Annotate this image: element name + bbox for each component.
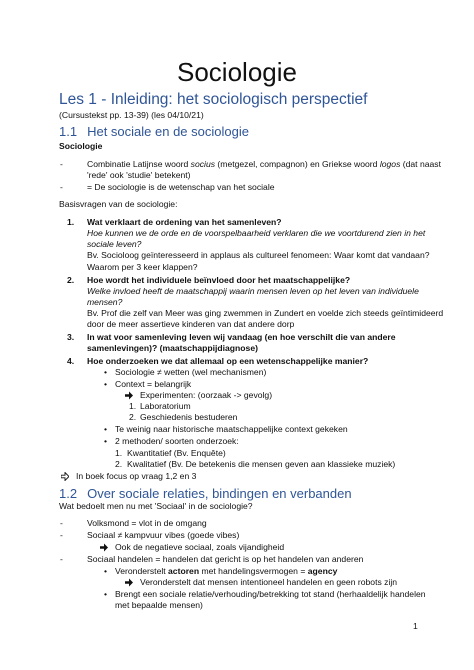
- basic-questions-intro: Basisvragen van de sociologie:: [59, 199, 178, 209]
- question-4-point: Context = belangrijk: [115, 379, 192, 389]
- round-bullet: •: [104, 589, 108, 599]
- question-3: In wat voor samenleving leven wij vandaag (en hoe verschilt die van andere: [87, 332, 396, 342]
- page-number: 1: [413, 621, 418, 631]
- list-number: 1.: [67, 217, 75, 227]
- arrow-bullet-icon: [125, 391, 133, 400]
- dash-bullet: -: [60, 530, 63, 540]
- question-2-example: Bv. Prof die zelf van Meer was ging zwemmen in Zundert en voelde zich steeds geïntimideerd: [87, 308, 444, 318]
- focus-note: In boek focus op vraag 1,2 en 3: [76, 471, 197, 481]
- list-number: 3.: [67, 332, 75, 342]
- dash-bullet: -: [60, 159, 63, 169]
- section-heading-1-1: [59, 124, 249, 140]
- question-4-point: Sociologie ≠ wetten (wel mechanismen): [115, 367, 267, 377]
- question-2: Hoe wordt het individuele beïnvloed door het maatschappelijke?: [87, 275, 351, 285]
- question-1-elaboration: sociale leven?: [87, 239, 142, 249]
- term-actoren: actoren: [168, 566, 200, 576]
- sub-list-item: Geschiedenis bestuderen: [140, 412, 238, 422]
- arrow-bullet-icon: [100, 543, 108, 552]
- section-question: Wat bedoelt men nu met 'Sociaal' in de sociologie?: [59, 501, 253, 511]
- arrow-point: Ook de negatieve sociaal, zoals vijandigheid: [115, 542, 285, 552]
- question-4-point: Te weinig naar historische maatschappelijke context gekeken: [115, 424, 348, 434]
- dash-bullet: -: [60, 182, 63, 192]
- definition-continuation: 'rede' ook 'studie' betekent): [87, 170, 191, 180]
- definition-text: (dat naast: [400, 159, 441, 169]
- question-1: Wat verklaart de ordening van het samenleven?: [87, 217, 282, 227]
- definition-line: Volksmond = vlot in de omgang: [87, 518, 207, 528]
- round-bullet: •: [104, 424, 108, 434]
- question-4: Hoe onderzoeken we dat allemaal op een wetenschappelijke manier?: [87, 356, 369, 366]
- definition-text: Combinatie Latijnse woord: [87, 159, 191, 169]
- question-2-example: door de meer assertieve kinderen van dat andere dorp: [87, 319, 295, 329]
- round-bullet: •: [104, 566, 108, 576]
- method-item: Kwalitatief (Bv. De betekenis die mensen geven aan klassieke muziek): [127, 459, 396, 469]
- lesson-heading: Les 1 - Inleiding: het sociologisch perspectief: [59, 91, 368, 108]
- arrow-point: Experimenten: (oorzaak -> gevolg): [140, 390, 273, 400]
- relation-line: Brengt een sociale relatie/verhouding/betrekking tot stand (herhaaldelijk handelen: [115, 589, 426, 599]
- question-1-example: Waarom per 3 keer klappen?: [87, 262, 198, 272]
- method-item: Kwantitatief (Bv. Enquête): [127, 448, 226, 458]
- definition-line: [87, 159, 441, 170]
- definition-line: Sociaal handelen = handelen dat gericht is op het handelen van anderen: [87, 554, 364, 564]
- sub-list-item: Laboratorium: [140, 401, 191, 411]
- course-reference: (Cursustekst pp. 13-39) (les 04/10/21): [59, 110, 204, 120]
- arrow-point: Veronderstelt dat mensen intentioneel handelen en geen robots zijn: [140, 577, 398, 587]
- question-3-continuation: samenlevingen)? (maatschappijdiagnose): [87, 343, 258, 353]
- agency-text: Veronderstelt: [115, 566, 169, 576]
- round-bullet: •: [104, 379, 108, 389]
- definition-line: Sociaal ≠ kampvuur vibes (goede vibes): [87, 530, 240, 540]
- list-number: 2.: [67, 275, 75, 285]
- term-socius: socius: [190, 159, 216, 169]
- section-title: Het sociale en de sociologie: [87, 124, 249, 139]
- term-label: Sociologie: [59, 141, 103, 151]
- list-number: 4.: [67, 356, 75, 366]
- question-2-elaboration: Welke invloed heeft de maatschappij waarin mensen leven op het leven van individuele: [87, 286, 419, 296]
- question-1-elaboration: Hoe kunnen we de orde en de voorspelbaarheid verklaren die we voortdurend zien in het: [87, 228, 426, 238]
- section-title: Over sociale relaties, bindingen en verbanden: [87, 486, 352, 501]
- document-title: Sociologie: [177, 57, 297, 87]
- agency-line: [115, 566, 337, 577]
- relation-line-continuation: met bepaalde mensen): [115, 600, 203, 610]
- section-number: 1.2: [59, 486, 78, 501]
- question-2-elaboration: mensen?: [87, 297, 123, 307]
- agency-text: met handelingsvermogen =: [199, 566, 308, 576]
- list-number: 2.: [115, 459, 123, 469]
- arrow-bullet-icon: [125, 578, 133, 587]
- term-logos: logos: [379, 159, 401, 169]
- dash-bullet: -: [60, 554, 63, 564]
- question-4-point: 2 methoden/ soorten onderzoek:: [115, 436, 239, 446]
- arrow-bullet-icon: [61, 472, 69, 481]
- definition-line: = De sociologie is de wetenschap van het sociale: [87, 182, 275, 192]
- definition-text: (metgezel, compagnon) en Griekse woord: [215, 159, 380, 169]
- term-agency: agency: [307, 566, 338, 576]
- dash-bullet: -: [60, 518, 63, 528]
- round-bullet: •: [104, 367, 108, 377]
- list-number: 1.: [115, 448, 123, 458]
- list-number: 2.: [129, 412, 137, 422]
- question-1-example: Bv. Socioloog geïnteresseerd in applaus als cultureel fenomeen: Waar komt dat vandaan?: [87, 250, 430, 260]
- list-number: 1.: [129, 401, 137, 411]
- round-bullet: •: [104, 436, 108, 446]
- section-heading-1-2: [59, 486, 352, 502]
- section-number: 1.1: [59, 124, 78, 139]
